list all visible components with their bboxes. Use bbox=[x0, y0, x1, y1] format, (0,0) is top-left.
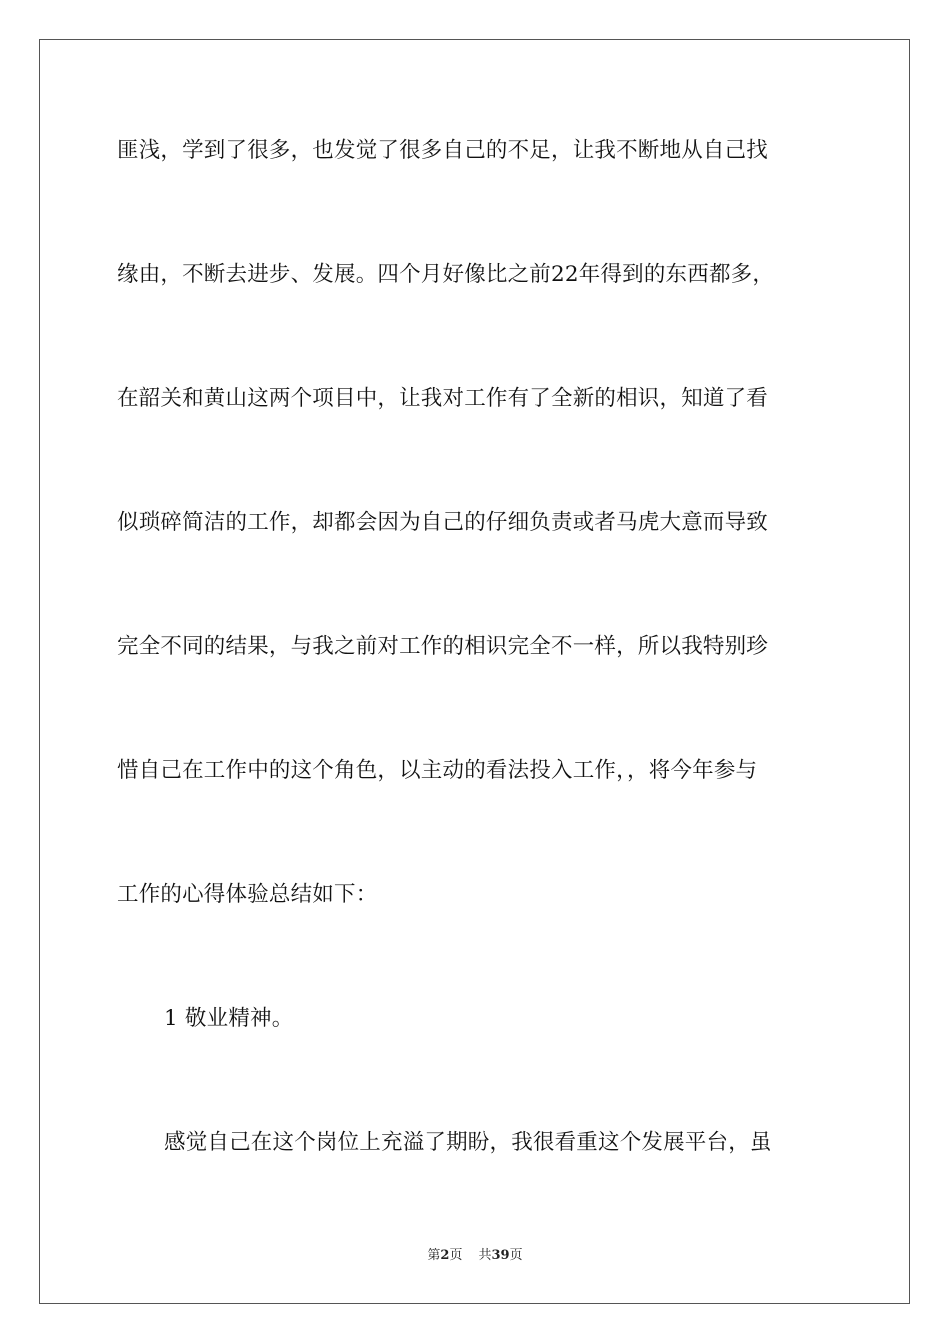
page-suffix: 页 bbox=[449, 1248, 463, 1263]
document-body bbox=[117, 130, 837, 1246]
text-line-6: 惜自己在工作中的这个角色，以主动的看法投入工作，，将今年参与 bbox=[117, 758, 758, 783]
page-footer bbox=[0, 1247, 950, 1265]
section-heading: 1 敬业精神。 bbox=[164, 1006, 294, 1031]
text-line-1: 匪浅，学到了很多，也发觉了很多自己的不足，让我不断地从自己找 bbox=[117, 138, 769, 163]
text-line-7: 工作的心得体验总结如下： bbox=[117, 882, 378, 907]
text-line-3: 在韶关和黄山这两个项目中，让我对工作有了全新的相识，知道了看 bbox=[117, 386, 769, 411]
total-suffix: 页 bbox=[509, 1248, 523, 1263]
page-number: 2 bbox=[440, 1248, 450, 1263]
text-line-4: 似琐碎简洁的工作，却都会因为自己的仔细负责或者马虎大意而导致 bbox=[117, 510, 769, 535]
page-prefix: 第 bbox=[427, 1248, 441, 1263]
total-pages: 39 bbox=[491, 1248, 510, 1263]
text-line-2: 缘由，不断去进步、发展。四个月好像比之前22年得到的东西都多， bbox=[117, 262, 775, 287]
total-prefix: 共 bbox=[478, 1248, 492, 1263]
paragraph-start: 感觉自己在这个岗位上充溢了期盼，我很看重这个发展平台，虽 bbox=[164, 1130, 772, 1155]
text-line-5: 完全不同的结果，与我之前对工作的相识完全不一样，所以我特别珍 bbox=[117, 634, 769, 659]
